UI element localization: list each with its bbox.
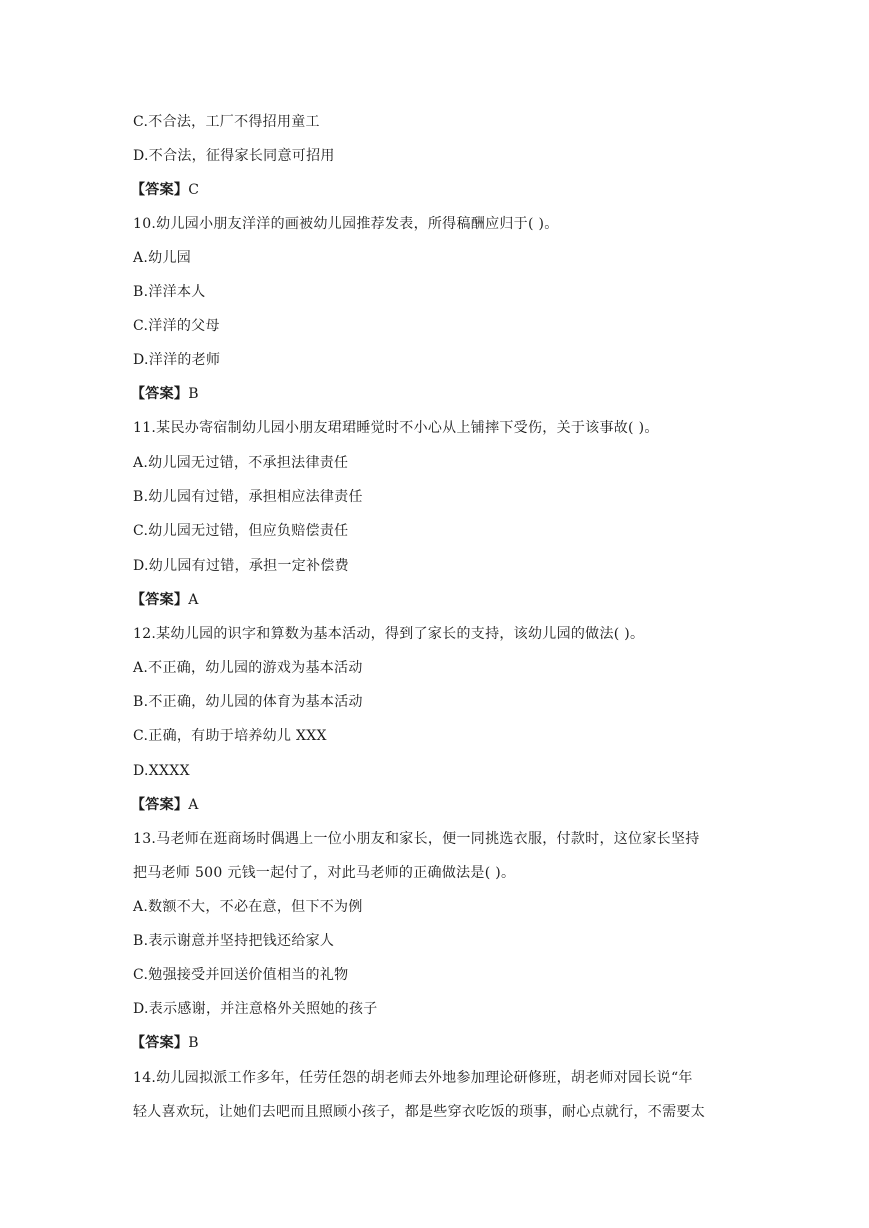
answer-line: [131, 180, 199, 200]
answer-value: C: [188, 182, 200, 198]
question-line: 把马老师 500 元钱一起付了，对此马老师的正确做法是( )。: [133, 865, 516, 881]
answer-line: [131, 795, 199, 815]
option-line: D.表示感谢，并注意格外关照她的孩子: [133, 1001, 378, 1017]
option-line: D.洋洋的老师: [133, 352, 221, 368]
answer-label: 【答案】: [131, 592, 189, 608]
option-line: C.不合法，工厂不得招用童工: [133, 114, 320, 130]
answer-label: 【答案】: [131, 1035, 189, 1051]
option-line: C.幼儿园无过错，但应负赔偿责任: [133, 523, 349, 539]
answer-value: B: [188, 1035, 199, 1051]
option-line: A.不正确，幼儿园的游戏为基本活动: [133, 660, 363, 676]
answer-value: A: [188, 592, 199, 608]
question-line: 10.幼儿园小朋友洋洋的画被幼儿园推荐发表，所得稿酬应归于( )。: [133, 216, 559, 232]
answer-line: [131, 384, 199, 404]
answer-line: [131, 1033, 199, 1053]
answer-line: [131, 590, 199, 610]
option-line: C.洋洋的父母: [133, 318, 220, 334]
option-line: C.正确，有助于培养幼儿 XXX: [133, 728, 327, 744]
question-line: 轻人喜欢玩，让她们去吧而且照顾小孩子，都是些穿衣吃饭的琐事，耐心点就行，不需要太: [133, 1104, 705, 1120]
option-line: D.不合法，征得家长同意可招用: [133, 148, 335, 164]
answer-label: 【答案】: [131, 182, 189, 198]
option-line: C.勉强接受并回送价值相当的礼物: [133, 967, 349, 983]
question-line: 11.某民办寄宿制幼儿园小朋友珺珺睡觉时不小心从上铺摔下受伤，关于该事故( )。: [133, 420, 659, 436]
answer-value: A: [188, 797, 199, 813]
option-line: B.洋洋本人: [133, 284, 206, 300]
option-line: B.幼儿园有过错，承担相应法律责任: [133, 489, 363, 505]
option-line: B.不正确，幼儿园的体育为基本活动: [133, 694, 363, 710]
option-line: A.幼儿园: [133, 250, 192, 266]
question-line: 14.幼儿园拟派工作多年，任劳任怨的胡老师去外地参加理论研修班，胡老师对园长说“年: [133, 1070, 693, 1086]
option-line: A.幼儿园无过错，不承担法律责任: [133, 455, 349, 471]
question-line: 13.马老师在逛商场时偶遇上一位小朋友和家长，便一同挑选衣服，付款时，这位家长坚持: [133, 831, 700, 847]
option-line: D.XXXX: [133, 763, 190, 779]
answer-value: B: [188, 386, 199, 402]
question-line: 12.某幼儿园的识字和算数为基本活动，得到了家长的支持，该幼儿园的做法( )。: [133, 626, 645, 642]
option-line: A.数额不大，不必在意，但下不为例: [133, 899, 363, 915]
answer-label: 【答案】: [131, 797, 189, 813]
option-line: B.表示谢意并坚持把钱还给家人: [133, 933, 335, 949]
answer-label: 【答案】: [131, 386, 189, 402]
option-line: D.幼儿园有过错，承担一定补偿费: [133, 558, 349, 574]
